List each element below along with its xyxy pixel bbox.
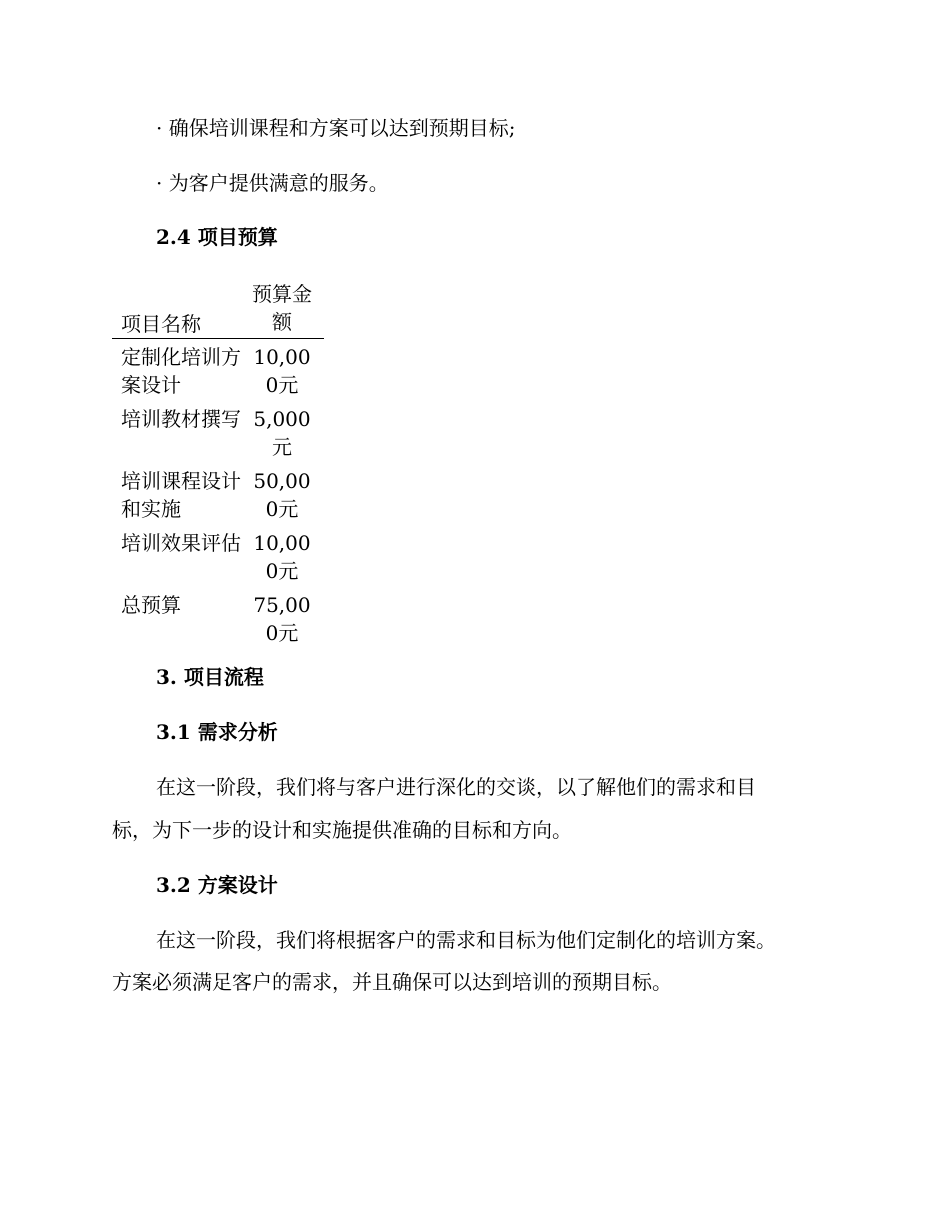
table-row: [112, 525, 324, 587]
table-row: [112, 463, 324, 525]
table-header-row: [112, 280, 324, 338]
paragraph-line: 标，为下一步的设计和实施提供准确的目标和方向。: [112, 818, 572, 842]
table-cell-name: 培训课程设计和实施: [121, 469, 241, 521]
paragraph-line: 在这一阶段，我们将根据客户的需求和目标为他们定制化的培训方案。: [156, 928, 776, 952]
table-cell-amount: 50,000元: [253, 469, 311, 521]
bullet-item: · 确保培训课程和方案可以达到预期目标;: [156, 116, 516, 140]
table-cell-amount: 75,000元: [253, 593, 311, 645]
table-cell-amount: 5,000元: [253, 407, 311, 459]
bullet-item: · 为客户提供满意的服务。: [156, 171, 389, 195]
table-row: [112, 339, 324, 401]
table-cell-name: 总预算: [121, 593, 181, 617]
table-cell-name: 培训效果评估: [121, 531, 241, 555]
budget-table: [112, 280, 324, 649]
table-cell-name: 定制化培训方案设计: [121, 345, 241, 397]
paragraph-line: 方案必须满足客户的需求，并且确保可以达到培训的预期目标。: [112, 970, 672, 994]
table-cell-name: 培训教材撰写: [121, 407, 241, 431]
section-heading-process: 3. 项目流程: [156, 665, 264, 689]
section-heading-needs-analysis: 3.1 需求分析: [156, 720, 278, 744]
table-header-amount: 预算金额: [252, 282, 312, 334]
section-heading-budget: 2.4 项目预算: [156, 225, 278, 249]
paragraph-line: 在这一阶段，我们将与客户进行深化的交谈，以了解他们的需求和目: [156, 775, 756, 799]
table-cell-amount: 10,000元: [253, 531, 311, 583]
table-cell-amount: 10,000元: [253, 345, 311, 397]
table-header-name: 项目名称: [121, 312, 201, 336]
section-heading-plan-design: 3.2 方案设计: [156, 873, 278, 897]
table-row: [112, 401, 324, 463]
table-row-total: [112, 587, 324, 649]
